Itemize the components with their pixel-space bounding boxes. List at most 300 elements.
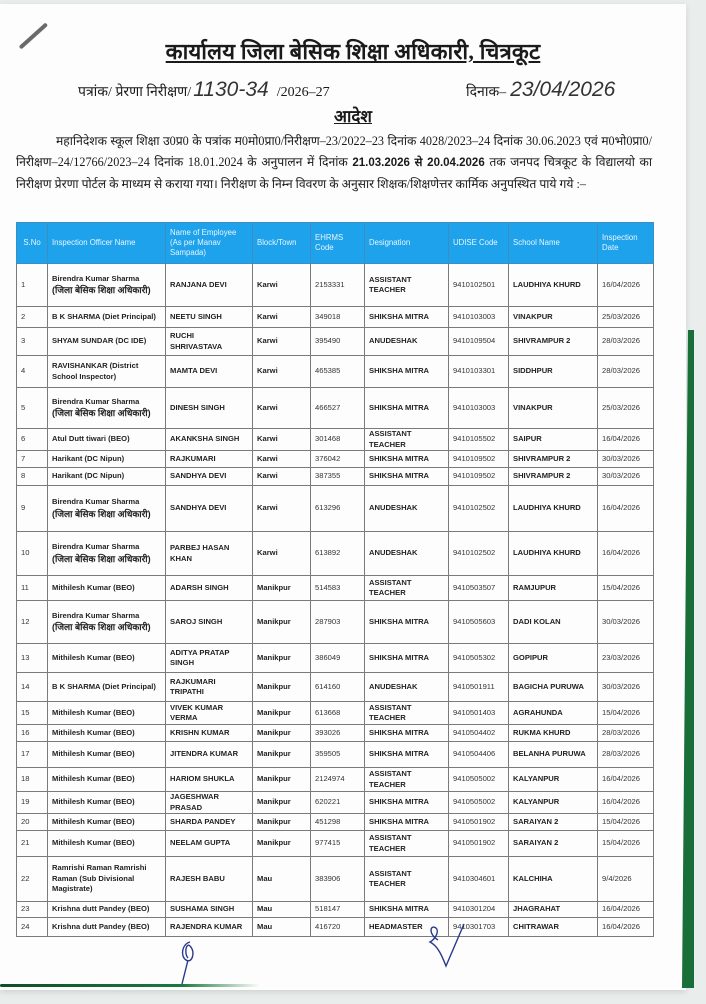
reference-prefix: पत्रांक/ प्रेरणा निरीक्षण/ — [78, 85, 192, 100]
table-row — [17, 468, 654, 486]
cell-sno — [17, 468, 48, 486]
cell-block — [253, 356, 311, 388]
cell-school — [509, 768, 598, 792]
cell-sno — [17, 601, 48, 644]
cell-employee-text: SUSHAMA SINGH — [170, 904, 235, 914]
cell-ehrms-text: 393026 — [315, 727, 341, 737]
cell-designation-text: SHIKSHA MITRA — [369, 311, 430, 321]
cell-designation-text: ANUDESHAK — [369, 336, 418, 346]
cell-sno-text: 6 — [21, 434, 26, 444]
cell-block-text: Mau — [257, 921, 273, 931]
cell-officer — [48, 768, 166, 792]
cell-block — [253, 768, 311, 792]
cell-udise-text: 9410103003 — [453, 311, 496, 321]
cell-udise — [449, 451, 509, 468]
cell-designation-text: SHIKSHA MITRA — [369, 616, 430, 626]
cell-officer — [48, 918, 166, 937]
cell-school — [509, 792, 598, 814]
cell-udise-text: 9410304601 — [453, 873, 496, 883]
cell-sno — [17, 918, 48, 937]
date-label: दिनाक– — [466, 85, 507, 100]
cell-block — [253, 486, 311, 532]
cell-designation-text: SHIKSHA MITRA — [369, 402, 430, 412]
cell-officer-designation-hindi: (जिला बेसिक शिक्षा अधिकारी) — [52, 508, 151, 519]
table-row — [17, 725, 654, 742]
cell-officer-text: B K SHARMA (Diet Principal) — [52, 311, 156, 321]
cell-ehrms — [311, 644, 365, 673]
cell-employee-text: MAMTA DEVI — [170, 366, 218, 376]
cell-sno-text: 13 — [21, 652, 30, 662]
cell-ehrms-text: 2153331 — [315, 279, 345, 289]
cell-officer-text: Mithilesh Kumar (BEO) — [52, 838, 135, 848]
cell-school — [509, 814, 598, 831]
header-sno: S.No — [17, 223, 48, 264]
cell-sno — [17, 857, 48, 902]
cell-block — [253, 468, 311, 486]
cell-officer-text: Mithilesh Kumar (BEO) — [52, 652, 135, 662]
cell-block — [253, 264, 311, 307]
cell-designation-text: SHIKSHA MITRA — [369, 471, 430, 481]
header-ehrms: EHRMS Code — [311, 223, 365, 264]
cell-sno-text: 8 — [21, 471, 26, 481]
cell-officer — [48, 486, 166, 532]
cell-designation-text: ASSISTANT TEACHER — [369, 577, 412, 597]
cell-school — [509, 644, 598, 673]
cell-block-text: Karwi — [257, 402, 278, 412]
cell-employee — [166, 702, 253, 725]
cell-udise-text: 9410501403 — [453, 707, 496, 717]
cell-ehrms — [311, 918, 365, 937]
cell-employee-text: RUCHI SHRIVASTAVA — [170, 331, 223, 351]
cell-udise-text: 9410503507 — [453, 582, 496, 592]
cell-sno-text: 18 — [21, 774, 30, 784]
cell-school — [509, 918, 598, 937]
cell-block-text: Karwi — [257, 311, 278, 321]
cell-employee-text: RAJESH BABU — [170, 873, 225, 883]
cell-sno-text: 21 — [21, 838, 30, 848]
cell-sno — [17, 451, 48, 468]
cell-designation — [365, 429, 449, 451]
cell-block-text: Manikpur — [257, 707, 291, 717]
cell-date-text: 16/04/2026 — [602, 797, 641, 807]
cell-date-text: 16/04/2026 — [602, 434, 641, 444]
cell-udise-text: 9410105502 — [453, 434, 496, 444]
cell-employee — [166, 468, 253, 486]
cell-employee-text: JITENDRA KUMAR — [170, 749, 239, 759]
table-row — [17, 673, 654, 702]
cell-officer-text: Ramrishi Raman Ramrishi Raman (Sub Divisional Magistrate) — [52, 863, 147, 894]
cell-ehrms-text: 613892 — [315, 548, 341, 558]
cell-designation-text: ASSISTANT TEACHER — [369, 702, 412, 722]
cell-officer — [48, 356, 166, 388]
cell-udise — [449, 388, 509, 429]
reference-suffix: /2026–27 — [276, 85, 330, 100]
cell-ehrms-text: 613668 — [315, 707, 341, 717]
cell-ehrms-text: 451298 — [315, 816, 341, 826]
cell-designation — [365, 814, 449, 831]
cell-employee — [166, 918, 253, 937]
cell-ehrms-text: 614160 — [315, 681, 341, 691]
reference-number — [78, 78, 330, 102]
cell-sno-text: 20 — [21, 816, 30, 826]
cell-officer-designation-hindi: (जिला बेसिक शिक्षा अधिकारी) — [52, 408, 151, 419]
cell-ehrms — [311, 601, 365, 644]
cell-school-text: CHITRAWAR — [513, 921, 559, 931]
cell-block — [253, 725, 311, 742]
cell-employee — [166, 673, 253, 702]
cell-school-text: LAUDHIYA KHURD — [513, 548, 581, 558]
cell-school — [509, 725, 598, 742]
cell-ehrms-text: 349018 — [315, 311, 341, 321]
cell-date — [598, 468, 654, 486]
cell-udise — [449, 429, 509, 451]
cell-officer — [48, 532, 166, 576]
cell-ehrms — [311, 742, 365, 768]
table-row — [17, 792, 654, 814]
table-row — [17, 486, 654, 532]
cell-block — [253, 307, 311, 328]
cell-date — [598, 702, 654, 725]
cell-school-text: JHAGRAHAT — [513, 904, 561, 914]
cell-date-text: 28/03/2026 — [602, 366, 641, 376]
cell-school — [509, 356, 598, 388]
cell-officer — [48, 792, 166, 814]
cell-officer-text: Mithilesh Kumar (BEO) — [52, 797, 135, 807]
cell-date — [598, 356, 654, 388]
cell-udise — [449, 644, 509, 673]
cell-ehrms — [311, 902, 365, 918]
cell-sno — [17, 388, 48, 429]
cell-ehrms-text: 395490 — [315, 336, 341, 346]
cell-date — [598, 601, 654, 644]
cell-designation — [365, 742, 449, 768]
cell-sno — [17, 264, 48, 307]
cell-block — [253, 702, 311, 725]
table-row — [17, 601, 654, 644]
cell-designation-text: HEADMASTER — [369, 921, 423, 931]
paragraph-part-1: महानिदेशक स्कूल शिक्षा उ0प्र0 के पत्रांक म0मो0प्रा0/निरीक्षण–23/2022–23 दिनांक 4028/2023–24 दिनांक 30.06.2023 एवं म0भो0प्रा0/निरीक्षण–24/12766/2023–24 दिनांक 18.01.2024 के अनुपालन में दिनांक — [16, 134, 652, 169]
cell-sno-text: 3 — [21, 336, 26, 346]
cell-designation-text: ASSISTANT TEACHER — [369, 274, 412, 294]
cell-officer-text: Birendra Kumar Sharma — [52, 610, 140, 620]
cell-school — [509, 328, 598, 356]
cell-ehrms-text: 977415 — [315, 838, 341, 848]
table-row — [17, 857, 654, 902]
cell-date — [598, 576, 654, 601]
cell-block-text: Manikpur — [257, 681, 291, 691]
cell-officer-text: Mithilesh Kumar (BEO) — [52, 727, 135, 737]
cell-block — [253, 644, 311, 673]
cell-udise — [449, 532, 509, 576]
cell-officer — [48, 388, 166, 429]
cell-designation — [365, 725, 449, 742]
cell-ehrms — [311, 356, 365, 388]
cell-ehrms-text: 2124974 — [315, 774, 345, 784]
cell-school-text: BAGICHA PURUWA — [513, 681, 585, 691]
cell-date-text: 16/04/2026 — [602, 548, 641, 558]
header-block: Block/Town — [253, 223, 311, 264]
office-title: कार्यालय जिला बेसिक शिक्षा अधिकारी, चित्रकूट — [165, 39, 541, 64]
cell-block — [253, 388, 311, 429]
cell-designation-text: ASSISTANT TEACHER — [369, 429, 412, 449]
cell-udise-text: 9410501902 — [453, 838, 496, 848]
cell-udise — [449, 792, 509, 814]
cell-school-text: SIDDHPUR — [513, 366, 553, 376]
cell-ehrms-text: 301468 — [315, 434, 341, 444]
cell-udise-text: 9410103301 — [453, 366, 496, 376]
header-employee: Name of Employee (As per Manav Sampada) — [166, 223, 253, 264]
cell-school — [509, 673, 598, 702]
cell-designation — [365, 857, 449, 902]
cell-officer-text: Krishna dutt Pandey (BEO) — [52, 921, 150, 931]
cell-designation — [365, 831, 449, 857]
header-officer: Inspection Officer Name — [48, 223, 166, 264]
cell-block-text: Manikpur — [257, 816, 291, 826]
cell-block — [253, 532, 311, 576]
cell-school — [509, 702, 598, 725]
cell-block-text: Manikpur — [257, 774, 291, 784]
cell-officer — [48, 451, 166, 468]
cell-block-text: Karwi — [257, 548, 278, 558]
cell-ehrms — [311, 673, 365, 702]
signature-icon — [176, 938, 200, 986]
table-row — [17, 902, 654, 918]
bottom-decoration — [0, 984, 260, 987]
cell-ehrms-text: 416720 — [315, 921, 341, 931]
cell-designation — [365, 468, 449, 486]
cell-employee-text: JAGESHWAR PRASAD — [170, 792, 219, 812]
cell-employee-text: RANJANA DEVI — [170, 279, 227, 289]
cell-udise-text: 9410505002 — [453, 774, 496, 784]
cell-sno-text: 24 — [21, 921, 30, 931]
cell-date — [598, 918, 654, 937]
cell-sno-text: 12 — [21, 616, 30, 626]
cell-employee-text: RAJKUMARI — [170, 453, 216, 463]
cell-officer-text: Birendra Kumar Sharma — [52, 497, 140, 507]
cell-employee-text: SAROJ SINGH — [170, 616, 223, 626]
cell-udise-text: 9410102501 — [453, 279, 496, 289]
cell-officer — [48, 831, 166, 857]
table-row — [17, 742, 654, 768]
cell-udise — [449, 702, 509, 725]
cell-designation — [365, 532, 449, 576]
cell-school — [509, 451, 598, 468]
cell-sno-text: 14 — [21, 681, 30, 691]
cell-employee-text: NEELAM GUPTA — [170, 838, 231, 848]
cell-school — [509, 468, 598, 486]
cell-sno-text: 23 — [21, 904, 30, 914]
cell-udise-text: 9410505302 — [453, 652, 496, 662]
cell-designation-text: SHIKSHA MITRA — [369, 816, 430, 826]
cell-school-text: SHIVRAMPUR 2 — [513, 453, 571, 463]
header-udise: UDISE Code — [449, 223, 509, 264]
cell-sno — [17, 328, 48, 356]
cell-school — [509, 429, 598, 451]
cell-udise-text: 9410504406 — [453, 749, 496, 759]
table-row — [17, 814, 654, 831]
cell-sno — [17, 486, 48, 532]
cell-udise — [449, 356, 509, 388]
cell-date-text: 28/03/2026 — [602, 336, 641, 346]
cell-employee-text: SANDHYA DEVI — [170, 471, 227, 481]
cell-block-text: Manikpur — [257, 838, 291, 848]
cell-date-text: 15/04/2026 — [602, 707, 641, 717]
cell-block-text: Manikpur — [257, 727, 291, 737]
cell-date-text: 16/04/2026 — [602, 904, 641, 914]
cell-officer-text: Birendra Kumar Sharma — [52, 542, 140, 552]
cell-ehrms — [311, 768, 365, 792]
cell-officer — [48, 601, 166, 644]
cell-block — [253, 601, 311, 644]
cell-sno-text: 1 — [21, 279, 26, 289]
cell-sno — [17, 673, 48, 702]
cell-ehrms-text: 465385 — [315, 366, 341, 376]
cell-ehrms — [311, 486, 365, 532]
table-row — [17, 702, 654, 725]
cell-designation-text: SHIKSHA MITRA — [369, 727, 430, 737]
cell-date — [598, 792, 654, 814]
cell-officer — [48, 307, 166, 328]
cell-udise-text: 9410103003 — [453, 402, 496, 412]
cell-designation-text: SHIKSHA MITRA — [369, 652, 430, 662]
cell-sno-text: 2 — [21, 311, 26, 321]
cell-employee — [166, 264, 253, 307]
cell-school — [509, 307, 598, 328]
cell-ehrms — [311, 576, 365, 601]
cell-ehrms — [311, 307, 365, 328]
cell-employee — [166, 307, 253, 328]
cell-officer-text: Birendra Kumar Sharma — [52, 273, 140, 283]
cell-officer-text: Mithilesh Kumar (BEO) — [52, 707, 135, 717]
cell-udise — [449, 601, 509, 644]
header-designation: Designation — [365, 223, 449, 264]
cell-designation-text: SHIKSHA MITRA — [369, 904, 430, 914]
cell-ehrms — [311, 451, 365, 468]
cell-udise — [449, 725, 509, 742]
cell-date-text: 30/03/2026 — [602, 471, 641, 481]
cell-date — [598, 814, 654, 831]
cell-designation — [365, 601, 449, 644]
cell-date-text: 15/04/2026 — [602, 582, 641, 592]
cell-ehrms-text: 613296 — [315, 503, 341, 513]
cell-employee — [166, 742, 253, 768]
cell-officer-text: B K SHARMA (Diet Principal) — [52, 681, 156, 691]
cell-designation — [365, 328, 449, 356]
cell-officer — [48, 702, 166, 725]
cell-block-text: Karwi — [257, 279, 278, 289]
cell-block — [253, 673, 311, 702]
cell-date — [598, 328, 654, 356]
cell-ehrms — [311, 264, 365, 307]
cell-udise-text: 9410109504 — [453, 336, 496, 346]
cell-employee — [166, 768, 253, 792]
cell-udise — [449, 742, 509, 768]
cell-employee-text: ADITYA PRATAP SINGH — [170, 647, 230, 667]
cell-sno — [17, 702, 48, 725]
cell-block-text: Karwi — [257, 336, 278, 346]
table-row — [17, 388, 654, 429]
cell-officer-text: RAVISHANKAR (District School Inspector) — [52, 361, 139, 381]
cell-school — [509, 742, 598, 768]
cell-sno-text: 10 — [21, 548, 30, 558]
cell-block-text: Manikpur — [257, 749, 291, 759]
cell-school-text: VINAKPUR — [513, 402, 553, 412]
cell-date — [598, 725, 654, 742]
cell-date-text: 25/03/2026 — [602, 402, 641, 412]
cell-udise-text: 9410505002 — [453, 797, 496, 807]
cell-employee — [166, 644, 253, 673]
cell-designation — [365, 673, 449, 702]
cell-block — [253, 328, 311, 356]
cell-udise — [449, 673, 509, 702]
cell-udise — [449, 857, 509, 902]
cell-date-text: 16/04/2026 — [602, 921, 641, 931]
cell-sno — [17, 902, 48, 918]
cell-employee — [166, 814, 253, 831]
cell-officer-text: Mithilesh Kumar (BEO) — [52, 774, 135, 784]
cell-designation — [365, 702, 449, 725]
cell-date — [598, 532, 654, 576]
cell-date — [598, 742, 654, 768]
cell-date-text: 16/04/2026 — [602, 503, 641, 513]
cell-sno — [17, 532, 48, 576]
table-row — [17, 264, 654, 307]
cell-employee — [166, 328, 253, 356]
cell-ehrms-text: 376042 — [315, 453, 341, 463]
cell-officer — [48, 429, 166, 451]
cell-employee-text: RAJENDRA KUMAR — [170, 921, 243, 931]
paragraph-part-2: तक जनपद चित्रकूट के विद्यालयो का निरीक्षण प्रेरणा पोर्टल के माध्यम से कराया गया। निरीक्षण के निम्न विवरण के अनुसार शिक्षक/शिक्षणेत्तर कार्मिक अनुपस्थित पाये गये :– — [16, 155, 653, 191]
cell-block — [253, 902, 311, 918]
cell-udise-text: 9410301204 — [453, 904, 496, 914]
paragraph-date-range: 21.03.2026 से 20.04.2026 — [352, 157, 485, 169]
cell-date-text: 16/04/2026 — [602, 774, 641, 784]
cell-ehrms — [311, 831, 365, 857]
cell-sno — [17, 814, 48, 831]
cell-officer-text: SHYAM SUNDAR (DC IDE) — [52, 336, 147, 346]
cell-employee-text: ADARSH SINGH — [170, 582, 229, 592]
cell-date-text: 28/03/2026 — [602, 727, 641, 737]
cell-designation-text: ANUDESHAK — [369, 503, 418, 513]
cell-designation — [365, 792, 449, 814]
document-date — [466, 78, 615, 102]
cell-school — [509, 388, 598, 429]
cell-block-text: Manikpur — [257, 652, 291, 662]
cell-employee — [166, 429, 253, 451]
cell-sno — [17, 831, 48, 857]
cell-ehrms — [311, 532, 365, 576]
cell-school — [509, 601, 598, 644]
cell-officer-text: Krishna dutt Pandey (BEO) — [52, 904, 150, 914]
cell-udise — [449, 486, 509, 532]
cell-employee-text: VIVEK KUMAR VERMA — [170, 702, 224, 722]
cell-udise-text: 9410501902 — [453, 816, 496, 826]
cell-designation-text: SHIKSHA MITRA — [369, 366, 430, 376]
cell-sno-text: 19 — [21, 797, 30, 807]
cell-block — [253, 918, 311, 937]
cell-school-text: RAMJUPUR — [513, 582, 557, 592]
cell-officer-designation-hindi: (जिला बेसिक शिक्षा अधिकारी) — [52, 285, 151, 296]
cell-date-text: 15/04/2026 — [602, 838, 641, 848]
cell-udise — [449, 264, 509, 307]
cell-date-text: 15/04/2026 — [602, 816, 641, 826]
cell-school-text: SHIVRAMPUR 2 — [513, 336, 571, 346]
cell-sno-text: 5 — [21, 402, 26, 412]
cell-block — [253, 429, 311, 451]
cell-employee-text: AKANKSHA SINGH — [170, 434, 240, 444]
cell-school — [509, 532, 598, 576]
cell-designation-text: ANUDESHAK — [369, 681, 418, 691]
